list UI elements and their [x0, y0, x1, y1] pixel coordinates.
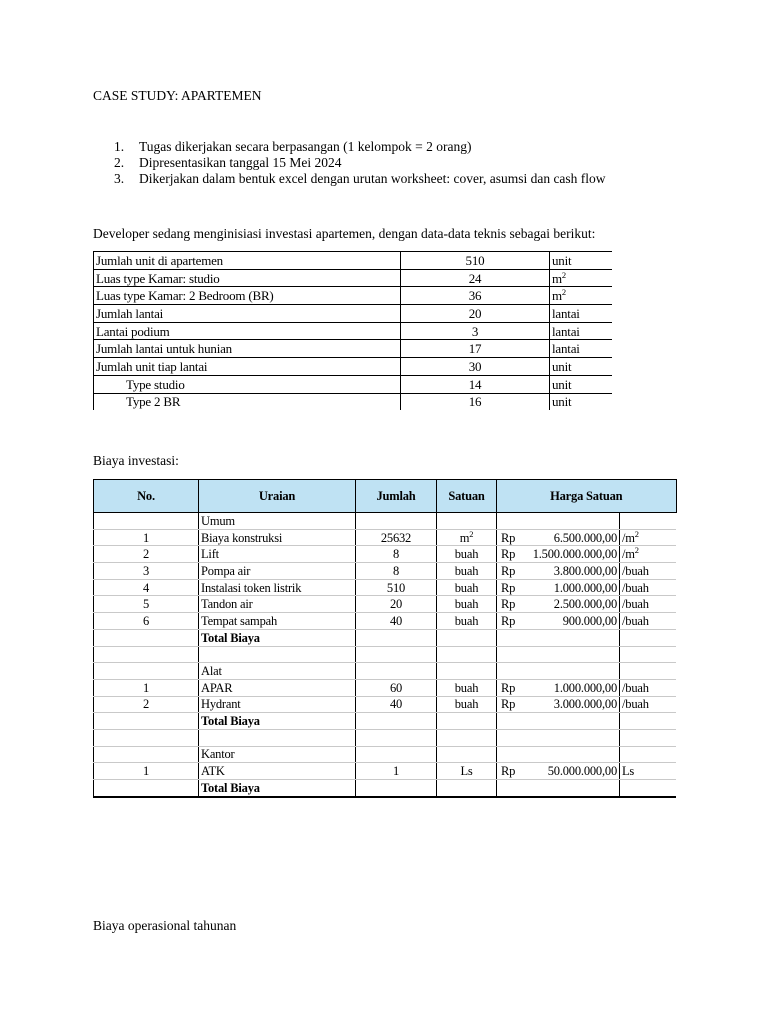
investasi-heading: Biaya investasi:: [93, 453, 179, 468]
cell-harga: [497, 596, 620, 613]
tech-unit: [550, 269, 613, 287]
cell-per-unit-text: Ls: [622, 764, 635, 779]
investment-row: [94, 613, 677, 630]
investment-row: [94, 679, 677, 696]
cell-uraian: [199, 729, 356, 746]
header-harga-satuan: Harga Satuan: [497, 480, 677, 513]
task-item: [114, 171, 606, 187]
cell-per-unit: [620, 629, 677, 646]
harga-value: 1.000.000,00: [553, 680, 617, 695]
task-text: Dipresentasikan tanggal 15 Mei 2024: [139, 155, 342, 170]
page-title: CASE STUDY: APARTEMEN: [93, 88, 262, 103]
cell-jumlah: [356, 513, 437, 530]
investment-row: [94, 746, 677, 763]
task-text: Dikerjakan dalam bentuk excel dengan urutan worksheet: cover, asumsi dan cash flow: [139, 171, 606, 186]
cell-no: [94, 663, 199, 680]
tech-row: [94, 358, 613, 376]
cell-harga: [497, 579, 620, 596]
tech-value: 16: [401, 393, 550, 410]
cell-per-unit: [620, 713, 677, 730]
investment-row: [94, 696, 677, 713]
cell-harga: [497, 729, 620, 746]
cell-per-unit-text: /m: [622, 530, 635, 545]
currency-label: Rp: [501, 680, 516, 695]
tech-row: [94, 393, 613, 410]
cell-no: 2: [94, 696, 199, 713]
task-text: Tugas dikerjakan secara berpasangan (1 kelompok = 2 orang): [139, 139, 472, 154]
currency-label: Rp: [501, 597, 516, 612]
cell-satuan-text: buah: [454, 613, 479, 628]
tech-label: Lantai podium: [94, 322, 401, 340]
cell-harga: [497, 646, 620, 663]
superscript: 2: [469, 529, 474, 539]
cell-satuan: [437, 596, 497, 613]
cell-jumlah: 1: [356, 763, 437, 780]
cell-per-unit: [620, 729, 677, 746]
tech-unit: [550, 375, 613, 393]
tech-value: 20: [401, 305, 550, 323]
cell-harga: [497, 546, 620, 563]
tech-value: 510: [401, 252, 550, 270]
investment-row: [94, 629, 677, 646]
harga-wrap: [499, 697, 617, 711]
currency-label: Rp: [501, 530, 516, 545]
cell-harga: [497, 780, 620, 797]
cell-per-unit: [620, 613, 677, 630]
tech-unit: [550, 340, 613, 358]
cell-satuan: [437, 579, 497, 596]
cell-harga: [497, 696, 620, 713]
harga-wrap: [499, 764, 617, 778]
cell-uraian: Hydrant: [199, 696, 356, 713]
cell-per-unit: [620, 563, 677, 580]
cell-uraian: Tempat sampah: [199, 613, 356, 630]
cell-no: 6: [94, 613, 199, 630]
investment-row: [94, 729, 677, 746]
investment-row: [94, 579, 677, 596]
cell-per-unit-text: /buah: [622, 697, 649, 712]
cell-jumlah: 8: [356, 546, 437, 563]
task-number: 1.: [114, 139, 125, 154]
cell-harga: [497, 713, 620, 730]
cell-jumlah: 40: [356, 696, 437, 713]
cell-satuan-text: m: [459, 530, 470, 545]
task-number: 2.: [114, 155, 125, 170]
harga-value: 1.500.000.000,00: [532, 547, 617, 562]
harga-wrap: [499, 531, 617, 545]
cell-no: [94, 629, 199, 646]
cell-no: [94, 713, 199, 730]
cell-jumlah: 20: [356, 596, 437, 613]
cell-uraian: Tandon air: [199, 596, 356, 613]
cell-uraian: Pompa air: [199, 563, 356, 580]
currency-label: Rp: [501, 580, 516, 595]
task-item: [114, 155, 606, 171]
cell-uraian: Kantor: [199, 746, 356, 763]
currency-label: Rp: [501, 613, 516, 628]
superscript: 2: [634, 529, 639, 539]
tech-label: Luas type Kamar: studio: [94, 269, 401, 287]
tech-value: 3: [401, 322, 550, 340]
cell-satuan-text: buah: [454, 680, 479, 695]
tech-value: 30: [401, 358, 550, 376]
harga-value: 3.800.000,00: [553, 563, 617, 578]
harga-wrap: [499, 547, 617, 561]
tech-value: 24: [401, 269, 550, 287]
cell-uraian: Instalasi token listrik: [199, 579, 356, 596]
cell-per-unit-text: /buah: [622, 563, 649, 578]
tech-label: Jumlah lantai: [94, 305, 401, 323]
cell-jumlah: [356, 729, 437, 746]
cell-per-unit: [620, 579, 677, 596]
harga-wrap: [499, 564, 617, 578]
tech-label: Jumlah unit tiap lantai: [94, 358, 401, 376]
tech-row: [94, 340, 613, 358]
cell-harga: [497, 679, 620, 696]
intro-text: Developer sedang menginisiasi investasi apartemen, dengan data-data teknis sebagai berikut:: [93, 226, 596, 241]
tech-label: Type 2 BR: [94, 393, 401, 410]
cell-harga: [497, 763, 620, 780]
cell-jumlah: 25632: [356, 529, 437, 546]
cell-satuan-text: Ls: [460, 764, 473, 779]
cell-satuan: [437, 780, 497, 797]
investment-row: [94, 563, 677, 580]
cell-harga: [497, 613, 620, 630]
header-uraian: Uraian: [199, 480, 356, 513]
harga-wrap: [499, 614, 617, 628]
investment-header-row: [94, 480, 677, 513]
cell-satuan: [437, 629, 497, 646]
tech-row: [94, 252, 613, 270]
cell-per-unit: [620, 679, 677, 696]
tech-unit-text: unit: [552, 394, 572, 410]
tech-unit-text: lantai: [552, 341, 580, 357]
tech-unit: [550, 252, 613, 270]
superscript: 2: [561, 287, 566, 298]
cell-satuan: [437, 729, 497, 746]
cell-satuan: [437, 679, 497, 696]
cell-satuan: [437, 563, 497, 580]
cell-per-unit: [620, 546, 677, 563]
cell-uraian: [199, 646, 356, 663]
cell-uraian: Total Biaya: [199, 629, 356, 646]
tech-row: [94, 269, 613, 287]
cell-jumlah: [356, 646, 437, 663]
cell-satuan-text: buah: [454, 697, 479, 712]
harga-value: 900.000,00: [562, 613, 617, 628]
tech-value: 36: [401, 287, 550, 305]
cell-uraian: Biaya konstruksi: [199, 529, 356, 546]
tech-unit-text: lantai: [552, 323, 580, 339]
cell-uraian: Lift: [199, 546, 356, 563]
cell-jumlah: [356, 629, 437, 646]
header-no: No.: [94, 480, 199, 513]
tech-label: Luas type Kamar: 2 Bedroom (BR): [94, 287, 401, 305]
tech-row: [94, 375, 613, 393]
cell-per-unit: [620, 746, 677, 763]
cell-per-unit: [620, 646, 677, 663]
cell-jumlah: 510: [356, 579, 437, 596]
cell-satuan-text: buah: [454, 563, 479, 578]
cell-per-unit: [620, 596, 677, 613]
cell-no: [94, 746, 199, 763]
cell-harga: [497, 629, 620, 646]
harga-value: 2.500.000,00: [553, 597, 617, 612]
cell-no: 1: [94, 679, 199, 696]
cell-jumlah: 40: [356, 613, 437, 630]
cell-no: 2: [94, 546, 199, 563]
cell-harga: [497, 529, 620, 546]
superscript: 2: [634, 545, 639, 556]
cell-no: 1: [94, 763, 199, 780]
cell-per-unit-text: /buah: [622, 580, 649, 595]
cell-no: [94, 646, 199, 663]
tech-row: [94, 287, 613, 305]
investment-row: [94, 763, 677, 780]
cell-satuan-text: buah: [454, 547, 479, 562]
cell-no: [94, 729, 199, 746]
cell-jumlah: [356, 780, 437, 797]
currency-label: Rp: [501, 697, 516, 712]
cell-satuan: [437, 713, 497, 730]
cell-harga: [497, 563, 620, 580]
cell-no: [94, 780, 199, 797]
cell-per-unit: [620, 780, 677, 797]
cell-per-unit: [620, 529, 677, 546]
harga-wrap: [499, 581, 617, 595]
tech-unit-text: unit: [552, 358, 572, 374]
cell-satuan-text: buah: [454, 597, 479, 612]
task-list: [114, 139, 606, 187]
cell-no: 4: [94, 579, 199, 596]
cell-per-unit-text: /buah: [622, 613, 649, 628]
cell-no: 5: [94, 596, 199, 613]
harga-value: 3.000.000,00: [553, 697, 617, 712]
task-number: 3.: [114, 171, 125, 186]
cell-jumlah: 8: [356, 563, 437, 580]
tech-unit: [550, 393, 613, 410]
currency-label: Rp: [501, 764, 516, 779]
cell-uraian: Total Biaya: [199, 713, 356, 730]
investment-row: [94, 780, 677, 797]
currency-label: Rp: [501, 547, 516, 562]
cell-harga: [497, 663, 620, 680]
cell-harga: [497, 746, 620, 763]
tech-unit-text: unit: [552, 376, 572, 392]
cell-harga: [497, 513, 620, 530]
tech-row: [94, 305, 613, 323]
cell-per-unit-text: /buah: [622, 597, 649, 612]
tech-unit: [550, 287, 613, 305]
cell-satuan: [437, 646, 497, 663]
investment-row: [94, 513, 677, 530]
cell-uraian: Alat: [199, 663, 356, 680]
tech-unit-text: m: [552, 270, 562, 286]
harga-wrap: [499, 681, 617, 695]
tech-unit-text: m: [552, 288, 562, 304]
harga-value: 1.000.000,00: [553, 580, 617, 595]
cell-satuan: [437, 746, 497, 763]
technical-data-table: [93, 251, 612, 410]
cell-uraian: APAR: [199, 679, 356, 696]
investment-row: [94, 713, 677, 730]
cell-satuan: [437, 696, 497, 713]
cell-no: [94, 513, 199, 530]
tech-label: Jumlah lantai untuk hunian: [94, 340, 401, 358]
harga-value: 50.000.000,00: [547, 764, 617, 779]
cell-satuan: [437, 763, 497, 780]
cell-no: 1: [94, 529, 199, 546]
cell-satuan-text: buah: [454, 580, 479, 595]
harga-value: 6.500.000,00: [553, 530, 617, 545]
investment-row: [94, 596, 677, 613]
cell-jumlah: 60: [356, 679, 437, 696]
task-item: [114, 139, 606, 155]
cell-jumlah: [356, 713, 437, 730]
tech-value: 14: [401, 375, 550, 393]
tech-unit: [550, 358, 613, 376]
superscript: 2: [561, 269, 566, 280]
harga-wrap: [499, 597, 617, 611]
cell-satuan: [437, 613, 497, 630]
tech-unit-text: unit: [552, 252, 572, 268]
tech-unit-text: lantai: [552, 305, 580, 321]
cell-jumlah: [356, 663, 437, 680]
cell-per-unit: [620, 663, 677, 680]
investment-row: [94, 546, 677, 563]
tech-label: Type studio: [94, 375, 401, 393]
investment-table: [93, 479, 677, 798]
tech-row: [94, 322, 613, 340]
header-jumlah: Jumlah: [356, 480, 437, 513]
cell-per-unit: [620, 513, 677, 530]
cell-per-unit-text: /buah: [622, 680, 649, 695]
operasional-heading: Biaya operasional tahunan: [93, 918, 237, 933]
tech-value: 17: [401, 340, 550, 358]
cell-per-unit: [620, 763, 677, 780]
cell-jumlah: [356, 746, 437, 763]
header-satuan: Satuan: [437, 480, 497, 513]
cell-satuan: [437, 513, 497, 530]
cell-satuan: [437, 529, 497, 546]
cell-no: 3: [94, 563, 199, 580]
investment-row: [94, 663, 677, 680]
cell-uraian: Total Biaya: [199, 780, 356, 797]
cell-satuan: [437, 663, 497, 680]
cell-per-unit-text: /m: [622, 547, 635, 562]
investment-row: [94, 529, 677, 546]
tech-unit: [550, 305, 613, 323]
investment-row: [94, 646, 677, 663]
cell-satuan: [437, 546, 497, 563]
tech-unit: [550, 322, 613, 340]
cell-uraian: ATK: [199, 763, 356, 780]
currency-label: Rp: [501, 563, 516, 578]
tech-label: Jumlah unit di apartemen: [94, 252, 401, 270]
cell-uraian: Umum: [199, 513, 356, 530]
cell-per-unit: [620, 696, 677, 713]
